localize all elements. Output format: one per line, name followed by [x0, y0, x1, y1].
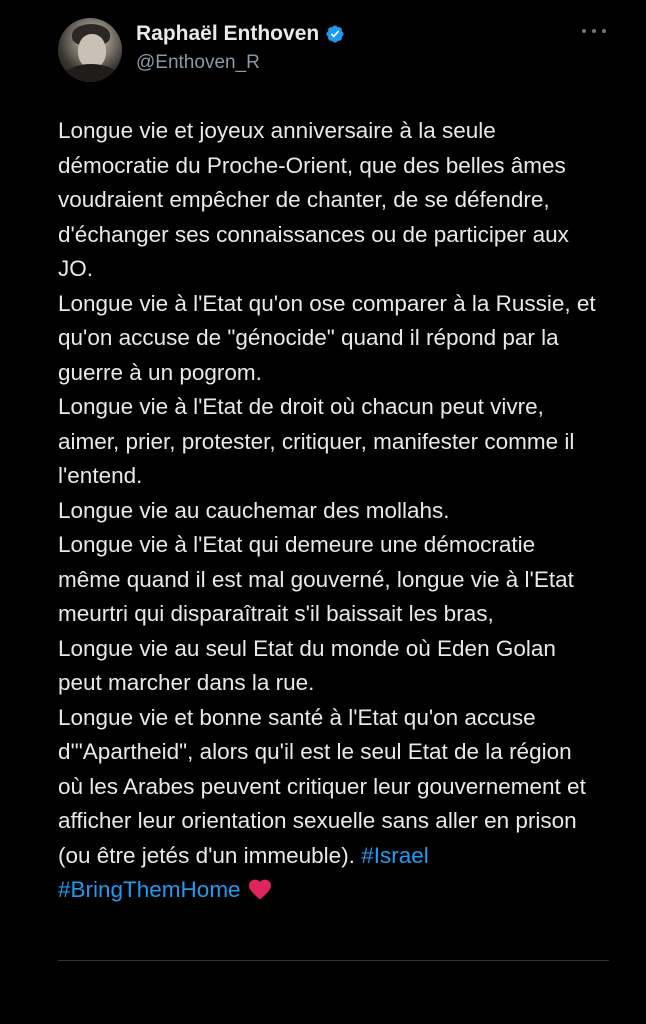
more-options-icon[interactable] [582, 24, 606, 38]
tweet-header [58, 18, 606, 82]
red-heart-icon [247, 878, 273, 900]
tweet-text [58, 114, 598, 960]
author-handle[interactable]: @Enthoven_R [136, 52, 260, 73]
verified-badge-icon [325, 24, 345, 44]
tweet-paragraph: Longue vie à l'Etat qu'on ose comparer à la Russie, et qu'on accuse de "génocide" quand il répond par la guerre à un pogrom. [58, 290, 596, 385]
author-info [136, 22, 345, 74]
tweet-paragraph: Longue vie et joyeux anniversaire à la seule démocratie du Proche-Orient, que des belles âmes voudraient empêcher de chanter, de se défendre, d'échanger ses connaissances ou de participer aux JO. [58, 118, 569, 281]
avatar[interactable] [58, 18, 122, 82]
tweet-paragraph: Longue vie au cauchemar des mollahs. [58, 497, 450, 523]
hashtag-bringthemhome[interactable]: #BringThemHome [58, 877, 241, 902]
tweet-paragraph: Longue vie au seul Etat du monde où Eden Golan peut marcher dans la rue. [58, 635, 556, 695]
tweet-paragraph-last [58, 701, 598, 908]
tweet-paragraph: Longue vie à l'Etat de droit où chacun peut vivre, aimer, prier, protester, critiquer, manifester comme il l'entend. [58, 394, 575, 488]
divider [58, 960, 609, 961]
tweet-paragraph-text: Longue vie et bonne santé à l'Etat qu'on accuse d'"Apartheid", alors qu'il est le seul Etat de la région où les Arabes peuvent critiquer leur gouvernement et afficher leur orientation sexuelle sans aller en prison (ou être jetés d'un immeuble). [58, 704, 586, 868]
author-display-name[interactable]: Raphaël Enthoven [136, 22, 320, 45]
tweet-paragraph: Longue vie à l'Etat qui demeure une démocratie même quand il est mal gouverné, longue vie à l'Etat meurtri qui disparaîtrait s'il baissait les bras, [58, 532, 574, 626]
hashtag-israel[interactable]: #Israel [361, 842, 429, 868]
